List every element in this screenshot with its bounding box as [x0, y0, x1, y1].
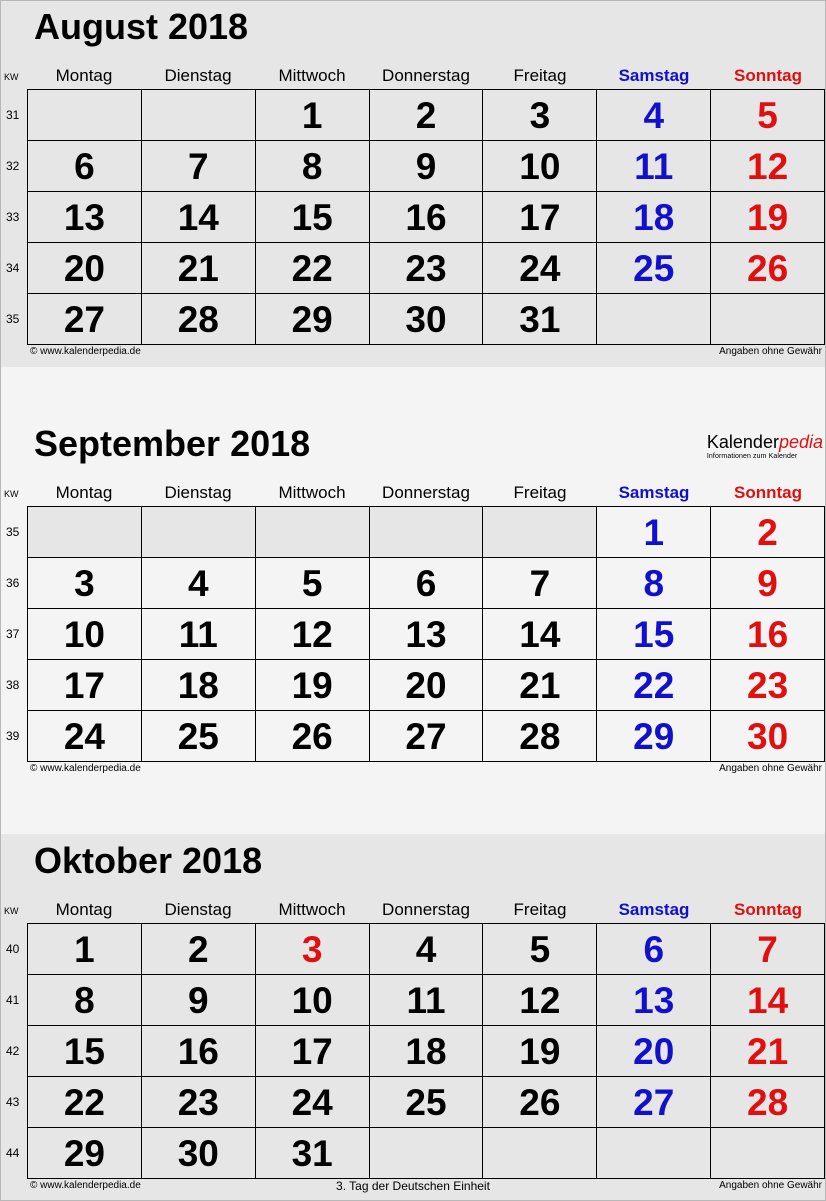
week-number: 44	[6, 1145, 20, 1160]
kw-label: KW	[4, 72, 19, 82]
calendar-week-row	[28, 141, 825, 192]
calendar-week-row	[28, 975, 825, 1026]
day-cell: 16	[370, 192, 484, 243]
empty-day-cell	[142, 507, 256, 558]
day-cell: 29	[256, 294, 370, 345]
week-number-column	[0, 89, 27, 344]
day-cell: 3	[28, 558, 142, 609]
empty-day-cell	[28, 507, 142, 558]
empty-day-cell	[28, 90, 142, 141]
day-cell: 19	[256, 660, 370, 711]
kw-label: KW	[4, 489, 19, 499]
day-cell: 14	[142, 192, 256, 243]
month-block-august-2018	[0, 0, 826, 367]
day-cell: 1	[597, 507, 711, 558]
day-cell: 31	[256, 1128, 370, 1179]
weekday-header-freitag: Freitag	[513, 483, 567, 502]
day-cell: 30	[370, 294, 484, 345]
calendar-week-row	[28, 609, 825, 660]
day-cell: 5	[711, 90, 825, 141]
day-cell: 4	[597, 90, 711, 141]
calendar-week-row	[28, 711, 825, 762]
weekday-header-sonntag: Sonntag	[734, 900, 802, 919]
week-number: 40	[6, 941, 20, 956]
weekday-header-samstag: Samstag	[618, 900, 690, 919]
calendar-week-row	[28, 1026, 825, 1077]
calendar-grid	[27, 923, 825, 1179]
disclaimer-footer: Angaben ohne Gewähr	[719, 763, 822, 774]
week-number: 42	[6, 1043, 20, 1058]
day-cell: 27	[370, 711, 484, 762]
day-cell: 19	[483, 1026, 597, 1077]
week-number: 37	[6, 626, 20, 641]
kalenderpedia-logo	[707, 432, 823, 461]
day-cell: 9	[142, 975, 256, 1026]
weekday-header-donnerstag: Donnerstag	[382, 483, 470, 502]
day-cell: 8	[28, 975, 142, 1026]
day-cell: 1	[28, 924, 142, 975]
weekday-header-sonntag: Sonntag	[734, 66, 802, 85]
weekday-header-dienstag: Dienstag	[164, 900, 232, 919]
day-cell: 2	[370, 90, 484, 141]
empty-day-cell	[483, 1128, 597, 1179]
day-cell: 28	[142, 294, 256, 345]
weekday-header-mittwoch: Mittwoch	[278, 483, 346, 502]
weekday-header-dienstag: Dienstag	[164, 66, 232, 85]
day-cell: 21	[711, 1026, 825, 1077]
weekday-header-montag: Montag	[55, 900, 113, 919]
day-cell: 18	[370, 1026, 484, 1077]
day-cell: 25	[370, 1077, 484, 1128]
copyright-footer: © www.kalenderpedia.de	[30, 1180, 141, 1191]
day-cell: 21	[142, 243, 256, 294]
day-cell: 5	[256, 558, 370, 609]
week-number: 31	[6, 107, 20, 122]
day-cell: 4	[142, 558, 256, 609]
day-cell: 24	[483, 243, 597, 294]
weekday-header-sonntag: Sonntag	[734, 483, 802, 502]
weekday-header-dienstag: Dienstag	[164, 483, 232, 502]
day-cell: 12	[711, 141, 825, 192]
day-cell: 18	[142, 660, 256, 711]
week-number: 35	[6, 311, 20, 326]
day-cell: 28	[711, 1077, 825, 1128]
day-cell: 17	[28, 660, 142, 711]
day-cell: 26	[711, 243, 825, 294]
week-number: 39	[6, 728, 20, 743]
weekday-header-donnerstag: Donnerstag	[382, 66, 470, 85]
day-cell: 5	[483, 924, 597, 975]
day-cell: 23	[370, 243, 484, 294]
month-block-oktober-2018	[0, 834, 826, 1201]
day-cell: 2	[711, 507, 825, 558]
day-cell: 24	[28, 711, 142, 762]
calendar-grid	[27, 89, 825, 345]
day-cell: 10	[483, 141, 597, 192]
day-cell: 30	[142, 1128, 256, 1179]
kw-label: KW	[4, 906, 19, 916]
day-cell: 3	[483, 90, 597, 141]
day-cell: 9	[370, 141, 484, 192]
day-cell: 11	[370, 975, 484, 1026]
week-number: 36	[6, 575, 20, 590]
day-cell: 26	[483, 1077, 597, 1128]
day-cell: 6	[28, 141, 142, 192]
empty-day-cell	[483, 507, 597, 558]
weekday-header-donnerstag: Donnerstag	[382, 900, 470, 919]
day-cell: 9	[711, 558, 825, 609]
day-cell: 28	[483, 711, 597, 762]
day-cell: 19	[711, 192, 825, 243]
day-cell: 1	[256, 90, 370, 141]
day-cell: 12	[483, 975, 597, 1026]
day-cell: 13	[28, 192, 142, 243]
day-cell: 16	[142, 1026, 256, 1077]
weekday-header-mittwoch: Mittwoch	[278, 900, 346, 919]
day-cell: 20	[28, 243, 142, 294]
day-cell: 2	[142, 924, 256, 975]
day-cell: 20	[597, 1026, 711, 1077]
day-cell: 7	[142, 141, 256, 192]
day-cell: 14	[483, 609, 597, 660]
day-cell: 7	[483, 558, 597, 609]
calendar-grid	[27, 506, 825, 762]
day-cell: 7	[711, 924, 825, 975]
day-cell: 20	[370, 660, 484, 711]
month-title: Oktober 2018	[34, 840, 263, 881]
week-number: 34	[6, 260, 20, 275]
day-cell: 25	[597, 243, 711, 294]
day-cell: 22	[28, 1077, 142, 1128]
week-number: 38	[6, 677, 20, 692]
day-cell: 29	[28, 1128, 142, 1179]
weekday-header-samstag: Samstag	[618, 483, 690, 502]
day-cell: 8	[256, 141, 370, 192]
day-cell: 31	[483, 294, 597, 345]
calendar-week-row	[28, 558, 825, 609]
day-cell: 23	[142, 1077, 256, 1128]
month-block-september-2018	[0, 417, 826, 784]
day-cell: 21	[483, 660, 597, 711]
holiday-note: 3. Tag der Deutschen Einheit	[336, 1179, 490, 1193]
day-cell: 26	[256, 711, 370, 762]
week-number: 33	[6, 209, 20, 224]
day-cell: 14	[711, 975, 825, 1026]
day-cell: 10	[256, 975, 370, 1026]
day-cell: 6	[370, 558, 484, 609]
day-cell: 4	[370, 924, 484, 975]
copyright-footer: © www.kalenderpedia.de	[30, 346, 141, 357]
day-cell: 15	[256, 192, 370, 243]
empty-day-cell	[256, 507, 370, 558]
day-cell: 8	[597, 558, 711, 609]
day-cell: 11	[597, 141, 711, 192]
week-number-column	[0, 506, 27, 761]
calendar-week-row	[28, 660, 825, 711]
calendar-week-row	[28, 294, 825, 345]
disclaimer-footer: Angaben ohne Gewähr	[719, 1180, 822, 1191]
day-cell: 23	[711, 660, 825, 711]
day-cell: 30	[711, 711, 825, 762]
calendar-week-row	[28, 1128, 825, 1179]
calendar-week-row	[28, 924, 825, 975]
calendar-week-row	[28, 243, 825, 294]
weekday-header-montag: Montag	[55, 483, 113, 502]
day-cell: 15	[597, 609, 711, 660]
day-cell: 13	[370, 609, 484, 660]
week-number: 43	[6, 1094, 20, 1109]
weekday-header-freitag: Freitag	[513, 900, 567, 919]
day-cell: 3	[256, 924, 370, 975]
empty-day-cell	[597, 1128, 711, 1179]
calendar-week-row	[28, 507, 825, 558]
week-number: 41	[6, 992, 20, 1007]
logo-main-text: Kalender	[706, 432, 779, 452]
day-cell: 22	[256, 243, 370, 294]
calendar-week-row	[28, 192, 825, 243]
logo-accent-text: pedia	[778, 432, 823, 452]
day-cell: 25	[142, 711, 256, 762]
day-cell: 22	[597, 660, 711, 711]
day-cell: 6	[597, 924, 711, 975]
weekday-header-mittwoch: Mittwoch	[278, 66, 346, 85]
copyright-footer: © www.kalenderpedia.de	[30, 763, 141, 774]
empty-day-cell	[370, 507, 484, 558]
month-title: August 2018	[34, 6, 249, 47]
day-cell: 17	[256, 1026, 370, 1077]
empty-day-cell	[597, 294, 711, 345]
day-cell: 11	[142, 609, 256, 660]
day-cell: 29	[597, 711, 711, 762]
day-cell: 24	[256, 1077, 370, 1128]
day-cell: 18	[597, 192, 711, 243]
day-cell: 15	[28, 1026, 142, 1077]
day-cell: 12	[256, 609, 370, 660]
weekday-header-samstag: Samstag	[618, 66, 690, 85]
day-cell: 16	[711, 609, 825, 660]
day-cell: 17	[483, 192, 597, 243]
disclaimer-footer: Angaben ohne Gewähr	[719, 346, 822, 357]
empty-day-cell	[711, 1128, 825, 1179]
empty-day-cell	[142, 90, 256, 141]
day-cell: 27	[597, 1077, 711, 1128]
empty-day-cell	[711, 294, 825, 345]
logo-subtitle: Informationen zum Kalender	[706, 453, 798, 460]
calendar-week-row	[28, 90, 825, 141]
empty-day-cell	[370, 1128, 484, 1179]
day-cell: 13	[597, 975, 711, 1026]
weekday-header-freitag: Freitag	[513, 66, 567, 85]
week-number-column	[0, 923, 27, 1178]
calendar-week-row	[28, 1077, 825, 1128]
day-cell: 27	[28, 294, 142, 345]
month-title: September 2018	[34, 423, 311, 464]
week-number: 32	[6, 158, 20, 173]
weekday-header-montag: Montag	[55, 66, 113, 85]
week-number: 35	[6, 524, 20, 539]
day-cell: 10	[28, 609, 142, 660]
